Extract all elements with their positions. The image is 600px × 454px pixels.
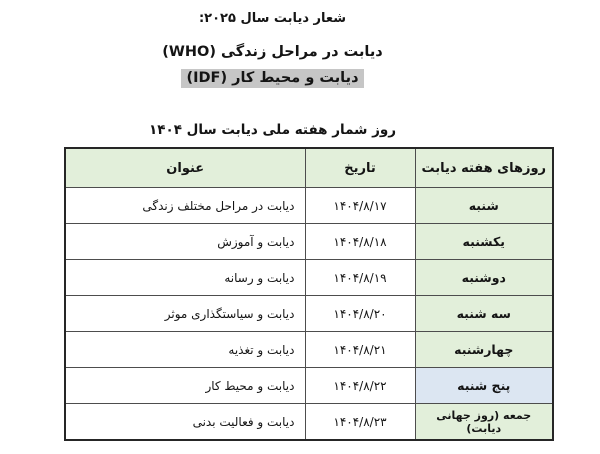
table-row xyxy=(65,260,553,296)
date-cell: ۱۴۰۴/۸/۱۸ xyxy=(305,224,415,260)
slogan-heading: شعار دیابت سال ۲۰۲۵: xyxy=(198,11,347,26)
title-cell: دیابت و محیط کار xyxy=(65,368,305,404)
day-cell: جمعه (روز جهانی دیابت) xyxy=(415,404,553,441)
countdown-title: روز شمار هفته ملی دیابت سال ۱۴۰۴ xyxy=(148,122,397,138)
day-cell: چهارشنبه xyxy=(415,332,553,368)
idf-theme-heading xyxy=(0,70,545,86)
date-cell: ۱۴۰۴/۸/۲۱ xyxy=(305,332,415,368)
title-cell: دیابت و فعالیت بدنی xyxy=(65,404,305,441)
who-theme-heading: دیابت در مراحل زندگی (WHO) xyxy=(162,44,383,60)
title-cell: دیابت و رسانه xyxy=(65,260,305,296)
day-cell: پنج شنبه xyxy=(415,368,553,404)
date-cell: ۱۴۰۴/۸/۲۰ xyxy=(305,296,415,332)
date-cell: ۱۴۰۴/۸/۱۷ xyxy=(305,188,415,224)
table-row xyxy=(65,224,553,260)
column-header-days: روزهای هفته دیابت xyxy=(415,148,553,188)
column-header-date: تاریخ xyxy=(305,148,415,188)
column-header-title: عنوان xyxy=(65,148,305,188)
diabetes-week-table xyxy=(64,147,554,441)
title-cell: دیابت و سیاستگذاری موثر xyxy=(65,296,305,332)
table-row xyxy=(65,188,553,224)
title-cell: دیابت و تغذیه xyxy=(65,332,305,368)
day-cell: دوشنبه xyxy=(415,260,553,296)
table-row xyxy=(65,332,553,368)
date-cell: ۱۴۰۴/۸/۱۹ xyxy=(305,260,415,296)
table-header-row xyxy=(65,148,553,188)
day-cell: سه شنبه xyxy=(415,296,553,332)
day-cell: یکشنبه xyxy=(415,224,553,260)
title-cell: دیابت در مراحل مختلف زندگی xyxy=(65,188,305,224)
table-row xyxy=(65,296,553,332)
table-row xyxy=(65,404,553,441)
day-cell: شنبه xyxy=(415,188,553,224)
title-cell: دیابت و آموزش xyxy=(65,224,305,260)
table-row xyxy=(65,368,553,404)
date-cell: ۱۴۰۴/۸/۲۲ xyxy=(305,368,415,404)
idf-highlighted-text: دیابت و محیط کار (IDF) xyxy=(181,69,363,88)
date-cell: ۱۴۰۴/۸/۲۳ xyxy=(305,404,415,441)
